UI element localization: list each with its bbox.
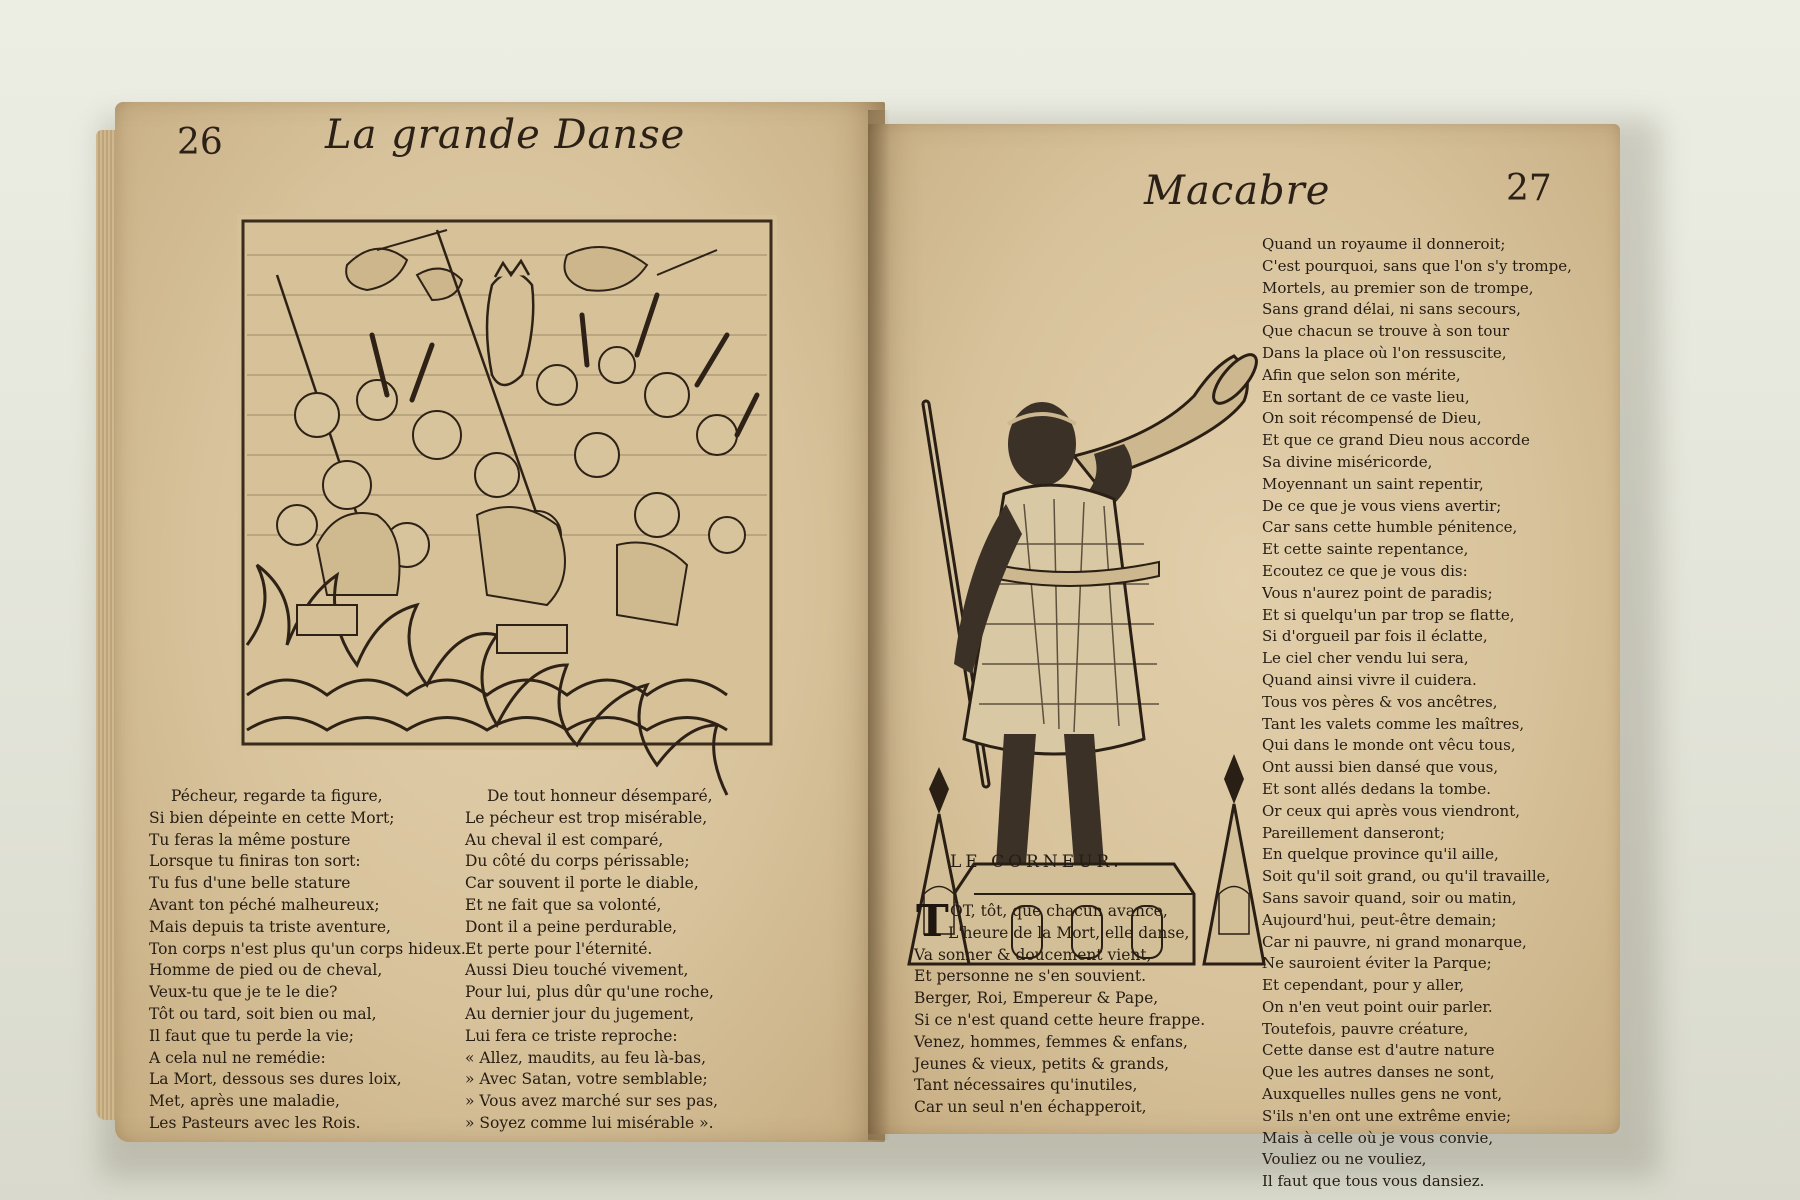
verse-line: Tu feras la même posture xyxy=(149,830,351,849)
verse-line: Les Pasteurs avec les Rois. xyxy=(149,1113,361,1132)
verse-line: Met, après une maladie, xyxy=(149,1092,340,1111)
verse-line: Il faut que tous vous dansiez. xyxy=(1262,1172,1485,1191)
verse-line: Qui dans le monde ont vêcu tous, xyxy=(1262,736,1516,755)
verse-line: » Soyez comme lui misérable ». xyxy=(465,1113,714,1132)
verse-line: Moyennant un saint repentir, xyxy=(1262,474,1484,493)
verse-line: Ont aussi bien dansé que vous, xyxy=(1262,758,1499,777)
verse-line: Vous n'aurez point de paradis; xyxy=(1262,583,1493,602)
verse-line: Va sonner & doucement vient, xyxy=(914,945,1152,964)
verse-lower-left xyxy=(914,901,1206,1119)
verse-line: Pareillement danseront; xyxy=(1262,823,1445,842)
verse-line: ÔT, tôt, que chacun avance, xyxy=(950,902,1168,920)
verse-line: Au dernier jour du jugement, xyxy=(465,1004,695,1023)
verse-line: On soit récompensé de Dieu, xyxy=(1262,409,1482,428)
verse-line: Que les autres danses ne sont, xyxy=(1262,1063,1495,1082)
verse-line: Le ciel cher vendu lui sera, xyxy=(1262,649,1469,668)
verse-line: En sortant de ce vaste lieu, xyxy=(1262,387,1470,406)
verse-line: Quand un royaume il donneroit; xyxy=(1262,235,1506,253)
verse-line: Lorsque tu finiras ton sort: xyxy=(149,852,361,871)
verse-line: Que chacun se trouve à son tour xyxy=(1262,322,1510,341)
verse-line: L'heure de la Mort, elle danse, xyxy=(948,923,1190,942)
verse-line: Pour lui, plus dûr qu'une roche, xyxy=(465,983,714,1002)
verse-line: Car ni pauvre, ni grand monarque, xyxy=(1262,932,1527,951)
verse-line: Soit qu'il soit grand, ou qu'il travaille, xyxy=(1262,867,1551,886)
verse-line: Lui fera ce triste reproche: xyxy=(465,1026,678,1045)
hell-scene-illustration xyxy=(237,215,777,750)
verse-line: Mais depuis ta triste aventure, xyxy=(149,917,391,936)
verse-line: Sa divine miséricorde, xyxy=(1262,452,1433,471)
verse-line: Afin que selon son mérite, xyxy=(1262,365,1461,384)
verse-column-1 xyxy=(149,786,466,1135)
verse-line: Berger, Roi, Empereur & Pape, xyxy=(914,989,1159,1008)
verse-line: Veux-tu que je te le die? xyxy=(149,983,338,1002)
verse-line: » Vous avez marché sur ses pas, xyxy=(465,1092,719,1111)
drop-cap: T xyxy=(916,896,949,947)
verse-line: Tant nécessaires qu'inutiles, xyxy=(914,1076,1138,1095)
verse-line: Tôt ou tard, soit bien ou mal, xyxy=(149,1004,377,1023)
hell-scene-woodcut xyxy=(237,215,777,750)
verse-line: De ce que je vous viens avertir; xyxy=(1262,496,1502,515)
verse-line: Ne sauroient éviter la Parque; xyxy=(1262,954,1492,973)
verse-line: Si ce n'est quand cette heure frappe. xyxy=(914,1010,1206,1029)
verse-line: Et sont allés dedans la tombe. xyxy=(1262,779,1491,798)
verse-line: Mais à celle où je vous convie, xyxy=(1262,1128,1494,1147)
verse-line: Il faut que tu perde la vie; xyxy=(149,1026,355,1045)
verse-line: Aussi Dieu touché vivement, xyxy=(465,961,689,980)
verse-line: On n'en veut point ouir parler. xyxy=(1262,997,1493,1016)
verse-line: Et si quelqu'un par trop se flatte, xyxy=(1262,605,1515,624)
verse-line: Si bien dépeinte en cette Mort; xyxy=(149,808,395,827)
verse-column-2 xyxy=(465,786,718,1135)
right-page xyxy=(868,124,1620,1191)
verse-line: Et ne fait que sa volonté, xyxy=(465,895,662,914)
verse-line: Tant les valets comme les maîtres, xyxy=(1262,714,1525,733)
book-gutter xyxy=(868,110,890,1140)
verse-line: » Avec Satan, votre semblable; xyxy=(465,1070,708,1089)
verse-line: « Allez, maudits, au feu là-bas, xyxy=(465,1048,706,1067)
left-page xyxy=(115,102,885,1142)
verse-line: Toutefois, pauvre créature, xyxy=(1262,1019,1469,1038)
verse-line: De tout honneur désemparé, xyxy=(487,787,713,805)
verse-line: Si d'orgueil par fois il éclatte, xyxy=(1262,627,1488,646)
verse-line: Pécheur, regarde ta figure, xyxy=(171,787,383,805)
verse-line: Dont il a peine perdurable, xyxy=(465,917,678,936)
verse-line: Venez, hommes, femmes & enfans, xyxy=(914,1032,1188,1051)
page-number-left: 26 xyxy=(177,122,223,163)
verse-line: Car un seul n'en échapperoit, xyxy=(914,1098,1147,1117)
running-head-right: Macabre xyxy=(1144,168,1331,214)
verse-line: C'est pourquoi, sans que l'on s'y trompe, xyxy=(1262,256,1572,275)
verse-line: Dans la place où l'on ressuscite, xyxy=(1262,343,1507,362)
verse-line: Sans grand délai, ni sans secours, xyxy=(1262,300,1521,319)
page-number-right: 27 xyxy=(1506,168,1552,209)
verse-line: Car souvent il porte le diable, xyxy=(465,874,699,893)
illustration-caption: LE CORNEUR. xyxy=(950,852,1123,872)
verse-line: Et personne ne s'en souvient. xyxy=(914,967,1147,986)
verse-line: Tous vos pères & vos ancêtres, xyxy=(1262,692,1498,711)
verse-line: Tu fus d'une belle stature xyxy=(149,874,351,893)
verse-line: Ton corps n'est plus qu'un corps hideux. xyxy=(149,939,466,958)
verse-line: Et perte pour l'éternité. xyxy=(465,939,653,958)
running-head-left: La grande Danse xyxy=(325,112,686,158)
verse-line: Aujourd'hui, peut-être demain; xyxy=(1262,910,1497,929)
verse-line: Avant ton péché malheureux; xyxy=(149,895,380,914)
verse-line: S'ils n'en ont une extrême envie; xyxy=(1262,1106,1512,1125)
verse-line: Le pécheur est trop misérable, xyxy=(465,808,708,827)
verse-line: Auxquelles nulles gens ne vont, xyxy=(1262,1085,1503,1104)
verse-line: Et cette sainte repentance, xyxy=(1262,540,1469,559)
verse-line: Mortels, au premier son de trompe, xyxy=(1262,278,1534,297)
verse-line: La Mort, dessous ses dures loix, xyxy=(149,1070,402,1089)
verse-line: Quand ainsi vivre il cuidera. xyxy=(1262,670,1477,689)
verse-line: Sans savoir quand, soir ou matin, xyxy=(1262,888,1517,907)
verse-line: Cette danse est d'autre nature xyxy=(1262,1041,1495,1060)
verse-line: A cela nul ne remédie: xyxy=(149,1048,326,1067)
verse-line: Et cependant, pour y aller, xyxy=(1262,976,1465,995)
verse-line: Car sans cette humble pénitence, xyxy=(1262,518,1518,537)
verse-line: En quelque province qu'il aille, xyxy=(1262,845,1499,864)
verse-line: Ecoutez ce que je vous dis: xyxy=(1262,561,1468,580)
verse-line: Homme de pied ou de cheval, xyxy=(149,961,383,980)
verse-line: Or ceux qui après vous viendront, xyxy=(1262,801,1520,820)
verse-line: Au cheval il est comparé, xyxy=(465,830,664,849)
verse-line: Et que ce grand Dieu nous accorde xyxy=(1262,431,1530,450)
verse-line: Jeunes & vieux, petits & grands, xyxy=(914,1054,1170,1073)
verse-right-column xyxy=(1262,234,1572,1193)
verse-line: Du côté du corps périssable; xyxy=(465,852,690,871)
verse-line: Vouliez ou ne vouliez, xyxy=(1262,1150,1427,1169)
